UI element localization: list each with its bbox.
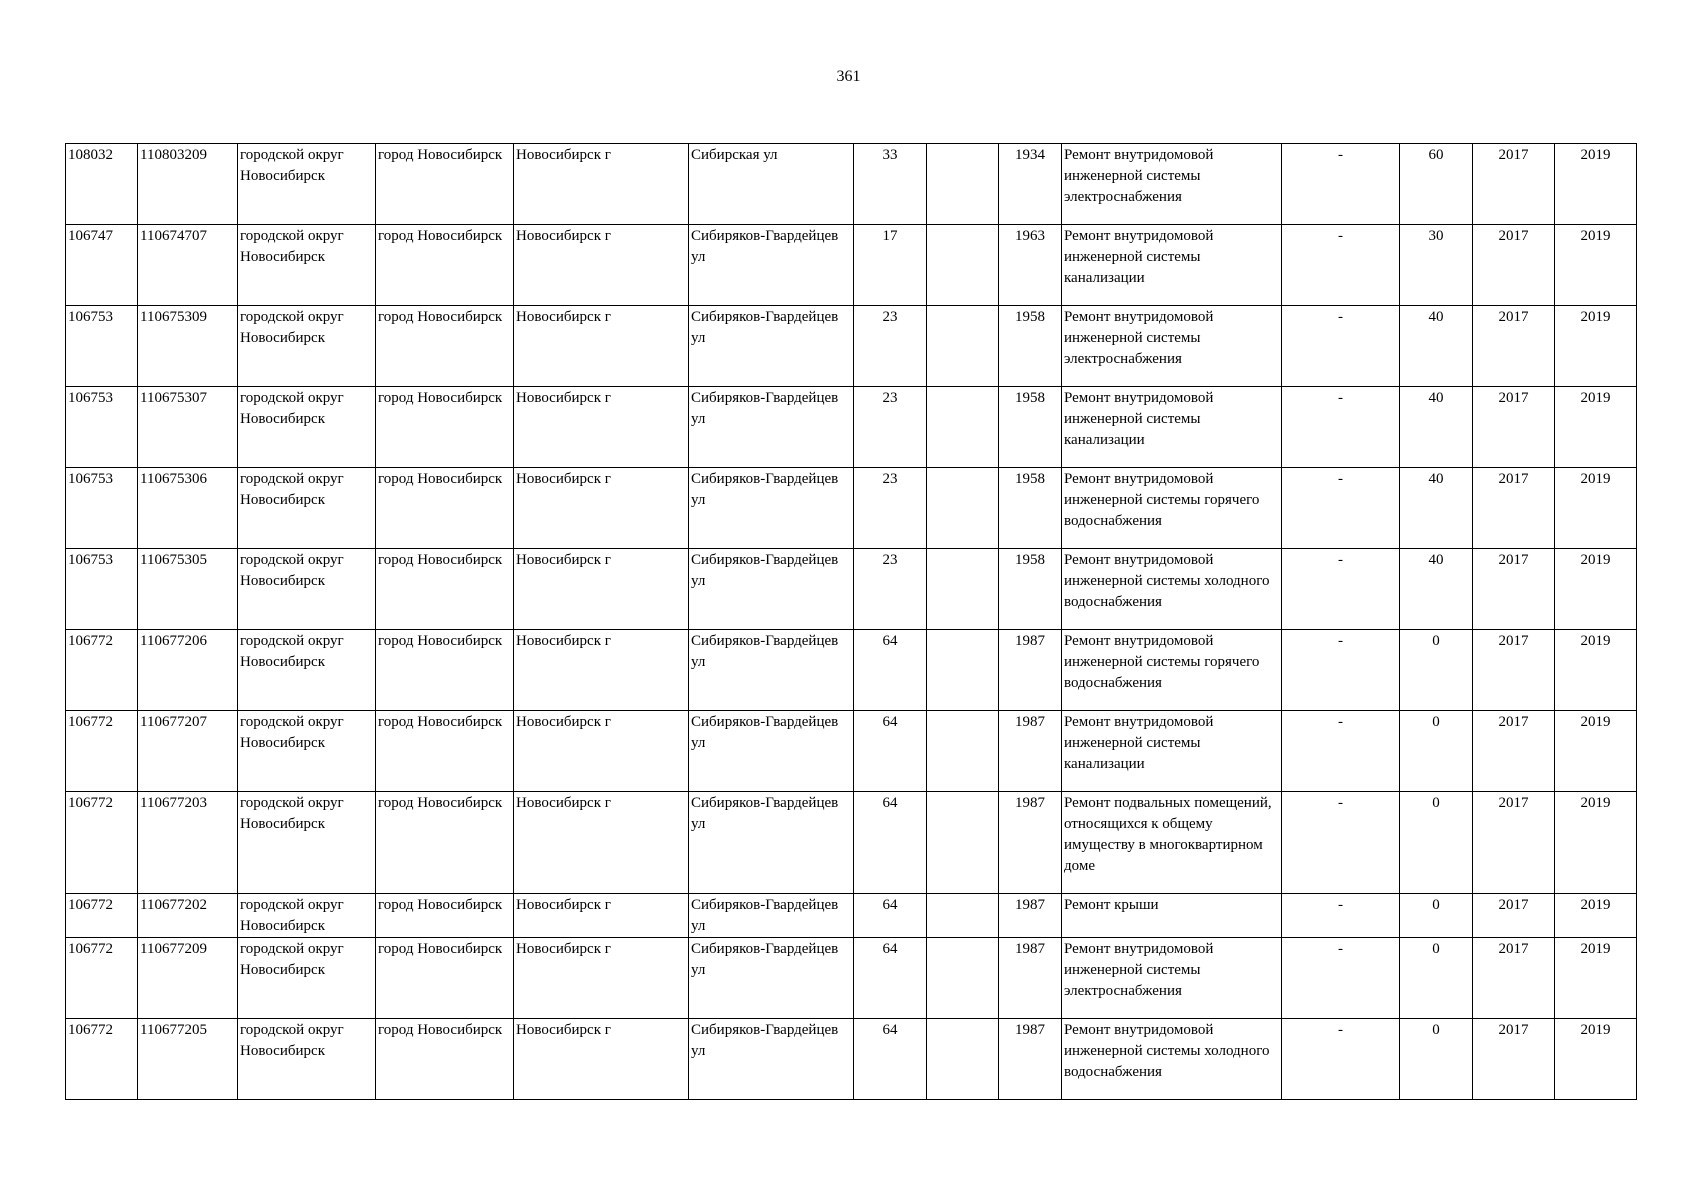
cell-municipality: город Новосибирск (376, 387, 514, 468)
cell-year: 1958 (999, 549, 1062, 630)
cell-street: Сибиряков-Гвардейцев ул (689, 711, 854, 792)
cell-id: 106772 (66, 792, 138, 894)
cell-street: Сибиряков-Гвардейцев ул (689, 938, 854, 1019)
cell-end-year: 2019 (1555, 1019, 1637, 1100)
cell-start-year: 2017 (1473, 1019, 1555, 1100)
cell-wear: 40 (1400, 387, 1473, 468)
cell-street: Сибиряков-Гвардейцев ул (689, 387, 854, 468)
cell-start-year: 2017 (1473, 225, 1555, 306)
registry-table (65, 143, 1637, 1100)
cell-wear: 0 (1400, 792, 1473, 894)
cell-wear: 60 (1400, 144, 1473, 225)
cell-street: Сибиряков-Гвардейцев ул (689, 1019, 854, 1100)
cell-wear: 40 (1400, 468, 1473, 549)
cell-id: 106747 (66, 225, 138, 306)
cell-municipality: город Новосибирск (376, 938, 514, 1019)
cell-dash: - (1282, 387, 1400, 468)
cell-id: 106753 (66, 468, 138, 549)
cell-street: Сибиряков-Гвардейцев ул (689, 306, 854, 387)
table-row (66, 711, 1637, 792)
cell-start-year: 2017 (1473, 792, 1555, 894)
cell-start-year: 2017 (1473, 144, 1555, 225)
table-row (66, 792, 1637, 894)
cell-settlement: Новосибирск г (514, 387, 689, 468)
cell-district: городской округ Новосибирск (238, 938, 376, 1019)
cell-work: Ремонт подвальных помещений, относящихся к общему имуществу в многоквартирном доме (1062, 792, 1282, 894)
cell-dash: - (1282, 894, 1400, 938)
cell-id: 106772 (66, 894, 138, 938)
cell-id: 106753 (66, 549, 138, 630)
cell-municipality: город Новосибирск (376, 630, 514, 711)
cell-street: Сибиряков-Гвардейцев ул (689, 549, 854, 630)
cell-dash: - (1282, 468, 1400, 549)
cell-end-year: 2019 (1555, 894, 1637, 938)
cell-house: 33 (854, 144, 927, 225)
cell-settlement: Новосибирск г (514, 225, 689, 306)
cell-code: 110677206 (138, 630, 238, 711)
cell-id: 106772 (66, 711, 138, 792)
table-row (66, 894, 1637, 938)
cell-house: 23 (854, 387, 927, 468)
cell-code: 110677209 (138, 938, 238, 1019)
cell-municipality: город Новосибирск (376, 894, 514, 938)
cell-district: городской округ Новосибирск (238, 468, 376, 549)
page-number: 361 (836, 68, 861, 85)
cell-work: Ремонт внутридомовой инженерной системы канализации (1062, 225, 1282, 306)
cell-id: 106772 (66, 938, 138, 1019)
cell-building (927, 468, 999, 549)
cell-code: 110677202 (138, 894, 238, 938)
cell-street: Сибиряков-Гвардейцев ул (689, 630, 854, 711)
cell-wear: 0 (1400, 1019, 1473, 1100)
cell-settlement: Новосибирск г (514, 894, 689, 938)
cell-code: 110803209 (138, 144, 238, 225)
cell-code: 110677205 (138, 1019, 238, 1100)
cell-work: Ремонт внутридомовой инженерной системы канализации (1062, 387, 1282, 468)
cell-start-year: 2017 (1473, 387, 1555, 468)
table-row (66, 549, 1637, 630)
cell-settlement: Новосибирск г (514, 792, 689, 894)
cell-end-year: 2019 (1555, 387, 1637, 468)
cell-district: городской округ Новосибирск (238, 894, 376, 938)
cell-id: 106772 (66, 630, 138, 711)
table-row (66, 306, 1637, 387)
cell-house: 64 (854, 894, 927, 938)
cell-work: Ремонт внутридомовой инженерной системы холодного водоснабжения (1062, 549, 1282, 630)
cell-municipality: город Новосибирск (376, 306, 514, 387)
table-row (66, 630, 1637, 711)
cell-dash: - (1282, 306, 1400, 387)
cell-building (927, 894, 999, 938)
cell-code: 110677207 (138, 711, 238, 792)
cell-start-year: 2017 (1473, 306, 1555, 387)
cell-house: 64 (854, 792, 927, 894)
cell-work: Ремонт внутридомовой инженерной системы электроснабжения (1062, 938, 1282, 1019)
cell-start-year: 2017 (1473, 938, 1555, 1019)
table-row (66, 387, 1637, 468)
cell-street: Сибиряков-Гвардейцев ул (689, 792, 854, 894)
cell-municipality: город Новосибирск (376, 225, 514, 306)
cell-district: городской округ Новосибирск (238, 630, 376, 711)
cell-id: 106772 (66, 1019, 138, 1100)
cell-year: 1987 (999, 711, 1062, 792)
cell-start-year: 2017 (1473, 894, 1555, 938)
cell-settlement: Новосибирск г (514, 549, 689, 630)
cell-wear: 0 (1400, 938, 1473, 1019)
cell-building (927, 144, 999, 225)
cell-settlement: Новосибирск г (514, 306, 689, 387)
cell-municipality: город Новосибирск (376, 711, 514, 792)
cell-end-year: 2019 (1555, 306, 1637, 387)
cell-year: 1958 (999, 387, 1062, 468)
cell-building (927, 225, 999, 306)
cell-year: 1958 (999, 468, 1062, 549)
cell-wear: 0 (1400, 711, 1473, 792)
cell-start-year: 2017 (1473, 711, 1555, 792)
cell-house: 64 (854, 938, 927, 1019)
cell-wear: 40 (1400, 306, 1473, 387)
cell-building (927, 792, 999, 894)
cell-district: городской округ Новосибирск (238, 144, 376, 225)
cell-dash: - (1282, 225, 1400, 306)
cell-id: 106753 (66, 387, 138, 468)
cell-end-year: 2019 (1555, 549, 1637, 630)
cell-year: 1987 (999, 792, 1062, 894)
cell-settlement: Новосибирск г (514, 468, 689, 549)
cell-building (927, 938, 999, 1019)
cell-dash: - (1282, 549, 1400, 630)
cell-id: 106753 (66, 306, 138, 387)
cell-dash: - (1282, 630, 1400, 711)
cell-district: городской округ Новосибирск (238, 549, 376, 630)
cell-dash: - (1282, 792, 1400, 894)
cell-year: 1958 (999, 306, 1062, 387)
cell-building (927, 306, 999, 387)
cell-work: Ремонт внутридомовой инженерной системы электроснабжения (1062, 144, 1282, 225)
cell-district: городской округ Новосибирск (238, 225, 376, 306)
cell-wear: 30 (1400, 225, 1473, 306)
cell-dash: - (1282, 1019, 1400, 1100)
cell-street: Сибиряков-Гвардейцев ул (689, 225, 854, 306)
cell-year: 1987 (999, 938, 1062, 1019)
cell-code: 110674707 (138, 225, 238, 306)
cell-municipality: город Новосибирск (376, 549, 514, 630)
cell-street: Сибиряков-Гвардейцев ул (689, 468, 854, 549)
cell-district: городской округ Новосибирск (238, 387, 376, 468)
cell-street: Сибиряков-Гвардейцев ул (689, 894, 854, 938)
cell-wear: 40 (1400, 549, 1473, 630)
cell-house: 17 (854, 225, 927, 306)
cell-dash: - (1282, 938, 1400, 1019)
cell-wear: 0 (1400, 630, 1473, 711)
cell-code: 110677203 (138, 792, 238, 894)
table-row (66, 938, 1637, 1019)
cell-district: городской округ Новосибирск (238, 711, 376, 792)
cell-code: 110675305 (138, 549, 238, 630)
cell-district: городской округ Новосибирск (238, 792, 376, 894)
cell-building (927, 630, 999, 711)
cell-settlement: Новосибирск г (514, 938, 689, 1019)
cell-code: 110675306 (138, 468, 238, 549)
cell-year: 1987 (999, 894, 1062, 938)
cell-wear: 0 (1400, 894, 1473, 938)
cell-code: 110675307 (138, 387, 238, 468)
table-row (66, 468, 1637, 549)
cell-settlement: Новосибирск г (514, 630, 689, 711)
cell-dash: - (1282, 711, 1400, 792)
cell-municipality: город Новосибирск (376, 468, 514, 549)
cell-start-year: 2017 (1473, 468, 1555, 549)
cell-building (927, 711, 999, 792)
cell-settlement: Новосибирск г (514, 711, 689, 792)
cell-municipality: город Новосибирск (376, 1019, 514, 1100)
cell-work: Ремонт крыши (1062, 894, 1282, 938)
cell-work: Ремонт внутридомовой инженерной системы горячего водоснабжения (1062, 630, 1282, 711)
table-row (66, 1019, 1637, 1100)
cell-end-year: 2019 (1555, 711, 1637, 792)
cell-street: Сибирская ул (689, 144, 854, 225)
cell-end-year: 2019 (1555, 792, 1637, 894)
cell-house: 23 (854, 468, 927, 549)
cell-year: 1987 (999, 1019, 1062, 1100)
cell-end-year: 2019 (1555, 468, 1637, 549)
cell-settlement: Новосибирск г (514, 1019, 689, 1100)
cell-house: 64 (854, 711, 927, 792)
cell-year: 1934 (999, 144, 1062, 225)
cell-house: 64 (854, 630, 927, 711)
cell-work: Ремонт внутридомовой инженерной системы горячего водоснабжения (1062, 468, 1282, 549)
table-row (66, 225, 1637, 306)
cell-municipality: город Новосибирск (376, 792, 514, 894)
cell-house: 64 (854, 1019, 927, 1100)
cell-work: Ремонт внутридомовой инженерной системы канализации (1062, 711, 1282, 792)
cell-end-year: 2019 (1555, 144, 1637, 225)
cell-dash: - (1282, 144, 1400, 225)
cell-district: городской округ Новосибирск (238, 1019, 376, 1100)
cell-end-year: 2019 (1555, 225, 1637, 306)
cell-house: 23 (854, 549, 927, 630)
cell-municipality: город Новосибирск (376, 144, 514, 225)
cell-district: городской округ Новосибирск (238, 306, 376, 387)
cell-year: 1963 (999, 225, 1062, 306)
cell-work: Ремонт внутридомовой инженерной системы электроснабжения (1062, 306, 1282, 387)
cell-end-year: 2019 (1555, 630, 1637, 711)
cell-building (927, 549, 999, 630)
cell-start-year: 2017 (1473, 630, 1555, 711)
cell-code: 110675309 (138, 306, 238, 387)
cell-building (927, 387, 999, 468)
cell-year: 1987 (999, 630, 1062, 711)
cell-building (927, 1019, 999, 1100)
cell-end-year: 2019 (1555, 938, 1637, 1019)
table-row (66, 144, 1637, 225)
cell-id: 108032 (66, 144, 138, 225)
cell-settlement: Новосибирск г (514, 144, 689, 225)
cell-work: Ремонт внутридомовой инженерной системы холодного водоснабжения (1062, 1019, 1282, 1100)
cell-house: 23 (854, 306, 927, 387)
cell-start-year: 2017 (1473, 549, 1555, 630)
